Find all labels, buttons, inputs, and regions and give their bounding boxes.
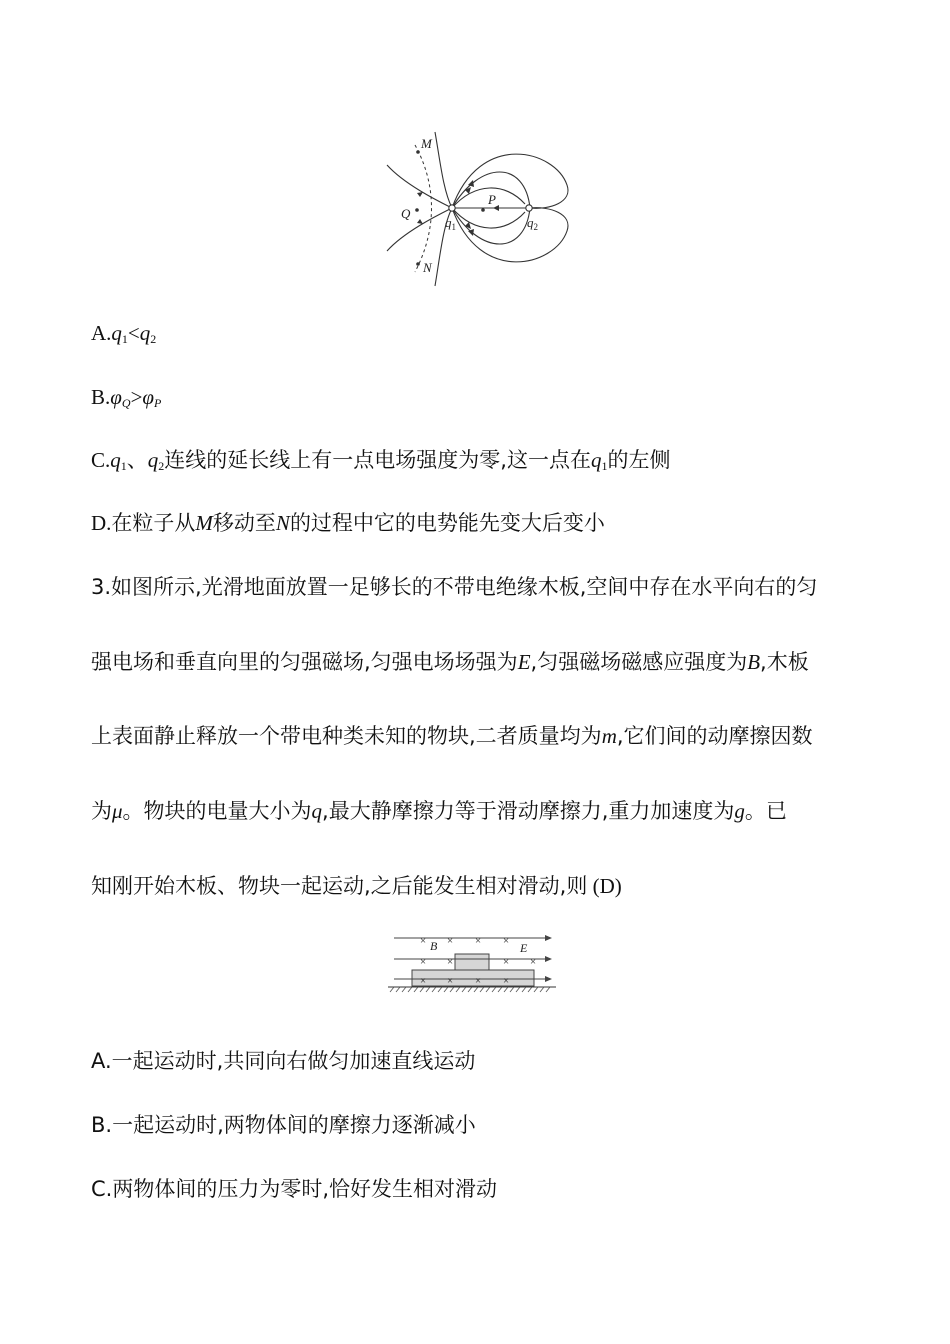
option-2a: $A.q_1<q_2$ [91,321,157,346]
label-M: M [421,136,432,151]
svg-text:×: × [529,956,537,968]
question-3-line-3: 上表面静止释放一个带电种类未知的物块,二者质量均为m,它们间的动摩擦因数 [91,724,813,748]
svg-text:×: × [502,975,510,987]
option-2d: D.在粒子从M移动至N的过程中它的电势能先变大后变小 [91,511,605,535]
option-2c: $C.q_1$、$q_2$连线的延长线上有一点电场强度为零,这一点在$q_1$的左侧 [91,448,671,473]
svg-text:×: × [502,956,510,968]
label-q1: $q_1$ [445,215,456,232]
option-2b: $B.\varphi_Q>\varphi_P$ [91,385,162,410]
svg-text:×: × [419,975,427,987]
label-N: N [423,260,432,275]
option-3c: C.两物体间的压力为零时,恰好发生相对滑动 [91,1177,498,1201]
svg-text:×: × [419,956,427,968]
question-3-line-2: 强电场和垂直向里的匀强磁场,匀强电场场强为E,匀强磁场磁感应强度为B,木板 [91,650,809,674]
svg-text:×: × [446,935,454,947]
answer: (D) [587,874,622,898]
electric-field-figure [385,130,575,288]
svg-text:×: × [474,935,482,947]
label-E: E [520,941,528,955]
label-Q: Q [401,206,411,221]
svg-text:×: × [474,975,482,987]
svg-text:×: × [446,956,454,968]
block-board-figure [386,930,558,996]
svg-text:×: × [419,935,427,947]
option-3b: B.一起运动时,两物体间的摩擦力逐渐减小 [91,1113,476,1137]
question-3-line-5: 知刚开始木板、物块一起运动,之后能发生相对滑动,则 (D) [91,874,622,898]
label-P: P [488,192,496,207]
label-q2: $q_2$ [527,215,538,232]
svg-text:×: × [502,935,510,947]
option-3a: A.一起运动时,共同向右做匀加速直线运动 [91,1049,476,1073]
question-3-line-1: 3.如图所示,光滑地面放置一足够长的不带电绝缘木板,空间中存在水平向右的匀 [91,575,818,599]
label-B: B [430,939,438,953]
question-3-line-4: 为μ。物块的电量大小为q,最大静摩擦力等于滑动摩擦力,重力加速度为g。已 [91,799,787,823]
svg-text:×: × [446,975,454,987]
